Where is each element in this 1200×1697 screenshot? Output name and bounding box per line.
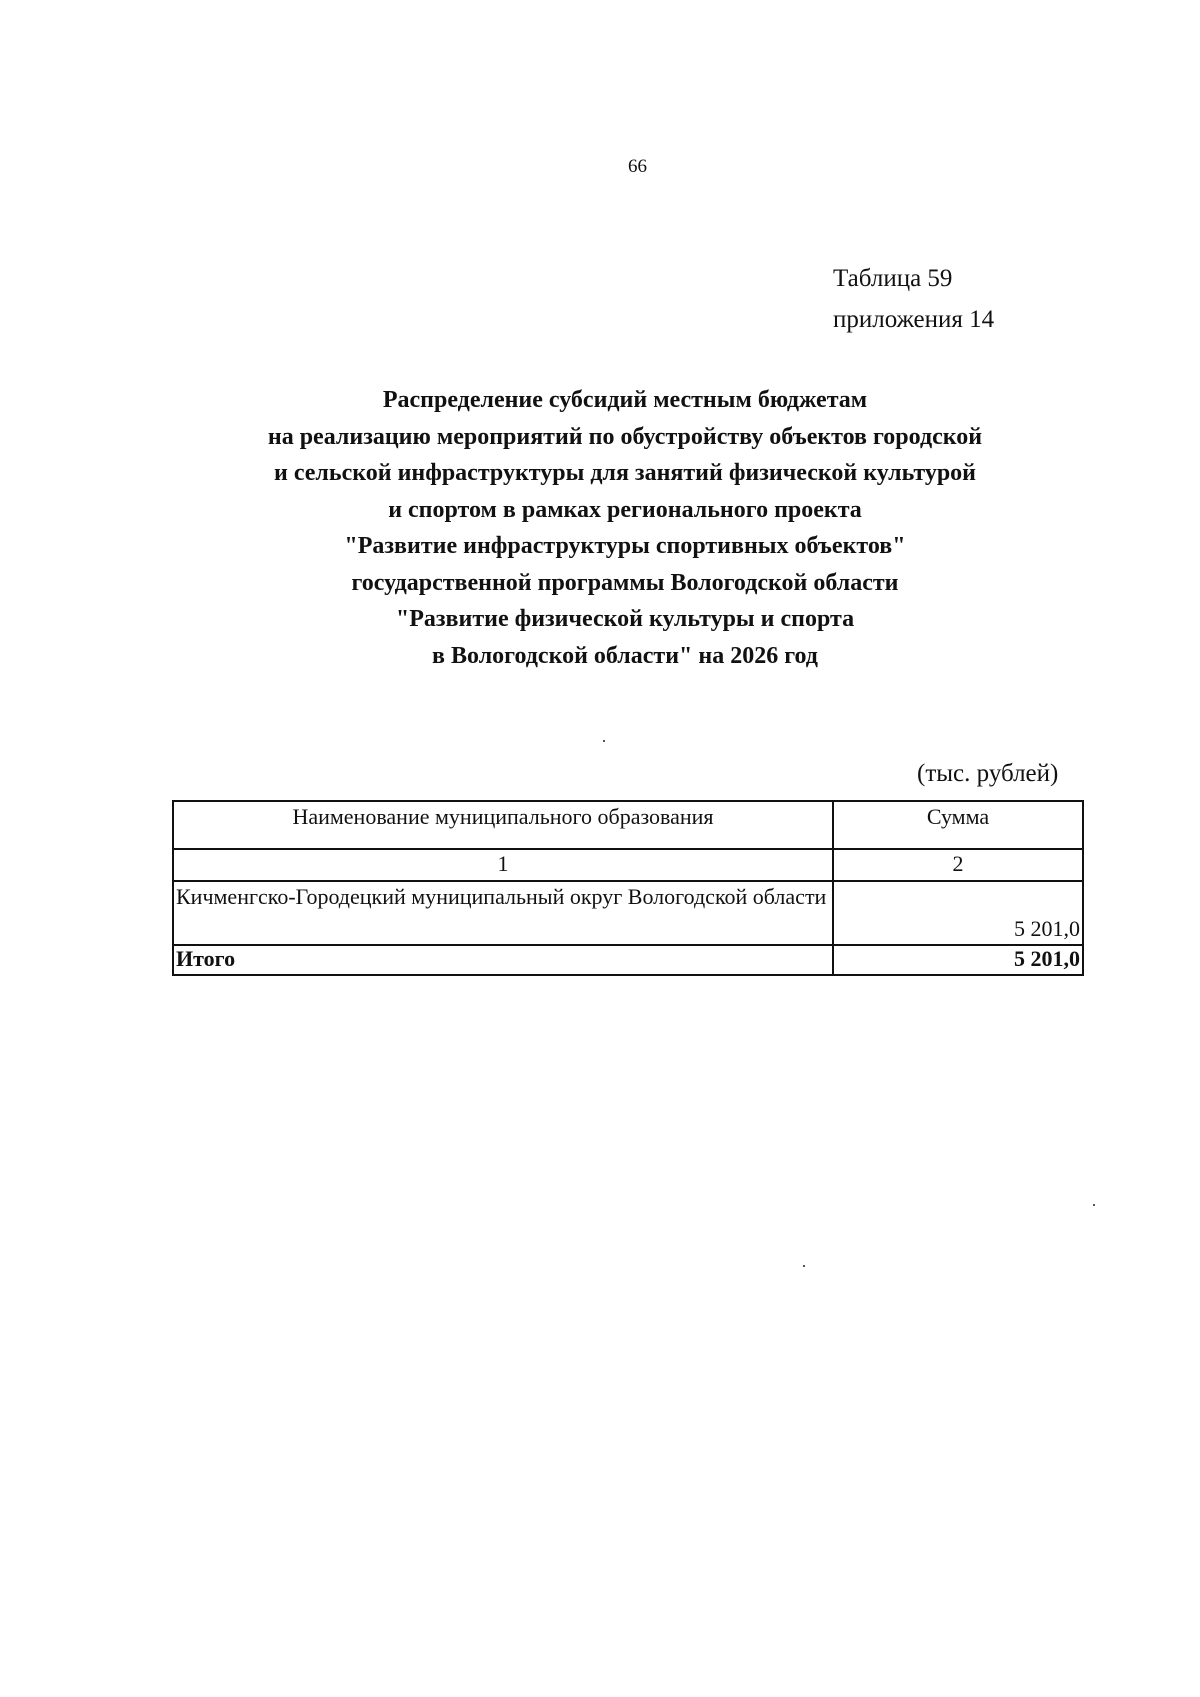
table-reference (833, 258, 994, 340)
header-municipality: Наименование муниципального образования (173, 801, 833, 849)
scan-speck (1093, 1204, 1095, 1206)
municipality-name: Кичменгско-Городецкий муниципальный округ Вологодской области (173, 881, 833, 945)
table-header-row (173, 801, 1083, 849)
total-sum: 5 201,0 (833, 945, 1083, 975)
title-line: и спортом в рамках регионального проекта (388, 496, 862, 523)
municipality-sum: 5 201,0 (833, 881, 1083, 945)
title-line: государственной программы Вологодской области (351, 569, 899, 596)
column-number-2: 2 (833, 849, 1083, 881)
title-line: Распределение субсидий местным бюджетам (382, 387, 868, 413)
total-label: Итого (173, 945, 833, 975)
title-line: "Развитие инфраструктуры спортивных объектов" (344, 533, 906, 559)
subsidy-table (172, 800, 1084, 976)
page-number: 66 (628, 156, 647, 177)
total-row (173, 945, 1083, 975)
units-label: (тыс. рублей) (917, 760, 1059, 787)
title-line: "Развитие физической культуры и спорта (395, 606, 855, 632)
column-number-1: 1 (173, 849, 833, 881)
table-number: Таблица 59 (833, 265, 953, 292)
title-line: и сельской инфраструктуры для занятий физической культурой (274, 460, 976, 486)
table-row (173, 881, 1083, 945)
column-number-row (173, 849, 1083, 881)
scan-speck (603, 740, 605, 742)
title-line: в Вологодской области" на 2026 год (432, 642, 818, 669)
document-title (150, 382, 1100, 674)
scan-speck (803, 1265, 805, 1267)
header-sum: Сумма (833, 801, 1083, 849)
appendix-number: приложения 14 (833, 306, 995, 333)
title-line: на реализацию мероприятий по обустройству объектов городской (267, 423, 983, 450)
